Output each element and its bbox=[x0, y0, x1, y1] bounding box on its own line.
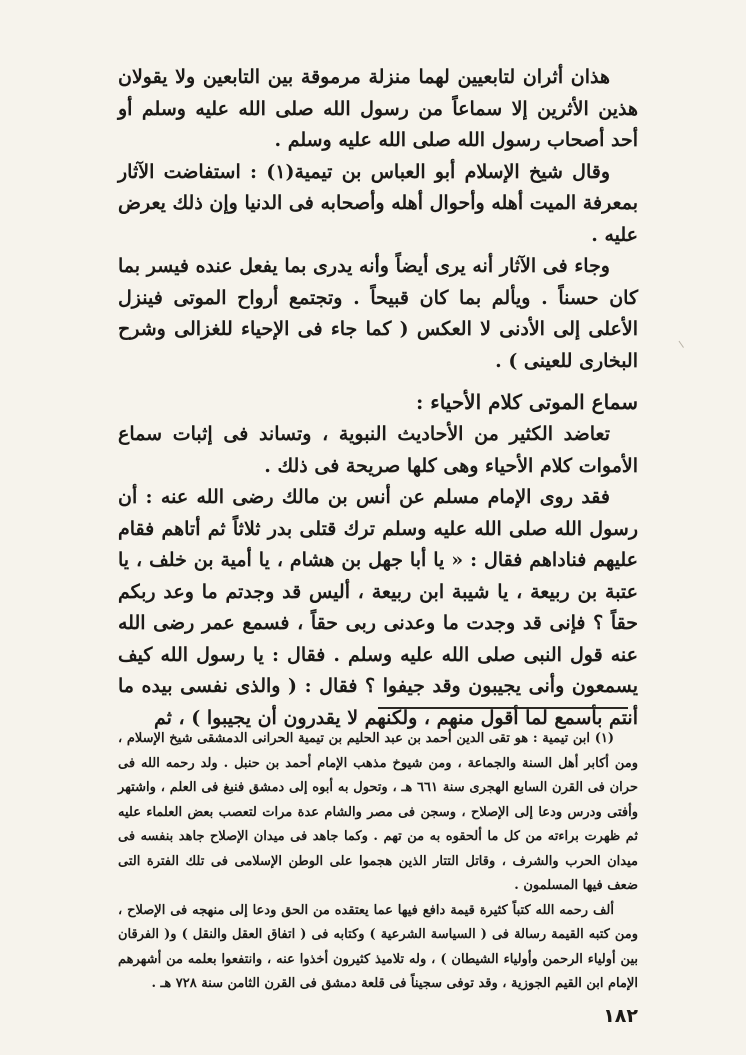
main-text bbox=[118, 62, 638, 734]
paragraph-5: فقد روى الإمام مسلم عن أنس بن مالك رضى الله عنه : أن رسول الله صلى الله عليه وسلم ترك قتلى بدر ثلاثاً ثم أتاهم فقام عليهم فناداهم فقال : « يا أبا جهل بن هشام ، يا أمية بن خلف ، يا عتبة بن ربيعة ، يا شيبة ابن ربيعة ، أليس قد وجدتم ما وعد ربكم حقاً ؟ فإنى قد وجدت ما وعدنى ربى حقاً ، فسمع عمر رضى الله عنه قول النبى صلى الله عليه وسلم . فقال : يا رسول الله كيف يسمعون وأنى يجيبون وقد جيفوا ؟ فقال : ( والذى نفسى بيده ما أنتم بأسمع لما أقول منهم ، ولكنهم لا يقدرون أن يجيبوا ) ، ثم bbox=[118, 486, 638, 729]
footnotes bbox=[118, 727, 638, 997]
paragraph-2: وقال شيخ الإسلام أبو العباس بن تيمية(١) : استفاضت الآثار بمعرفة الميت أهله وأحوال أهله وأصحابه فى الدنيا وإن ذلك يعرض عليه . bbox=[118, 160, 638, 246]
section-heading: سماع الموتى كلام الأحياء : bbox=[415, 390, 638, 414]
page-number: ١٨٢ bbox=[603, 1005, 638, 1027]
paragraph-4: تعاضد الكثير من الأحاديث النبوية ، وتساند فى إثبات سماع الأموات كلام الأحياء وهى كلها صريحة فى ذلك . bbox=[118, 423, 638, 477]
margin-mark bbox=[679, 336, 691, 348]
paragraph-1: هذان أثران لتابعيين لهما منزلة مرموقة بين التابعين ولا يقولان هذين الأثرين إلا سماعاً من رسول الله صلى الله عليه وسلم أو أحد أصحاب رسول الله صلى الله عليه وسلم . bbox=[118, 66, 638, 151]
footnote-divider bbox=[378, 707, 628, 709]
footnote-1-continued: ألف رحمه الله كتباً كثيرة قيمة دافع فيها عما يعتقده من الحق ودعا إلى منهجه فى الإصلاح ، ومن كتبه القيمة رسالة فى ( السياسة الشرعية ) وكتابه فى ( اتفاق العقل والنقل ) و( الفرقان بين أولياء الرحمن وأولياء الشيطان ) ، وله تلاميذ كثيرون أخذوا عنه ، وانتفعوا بعلمه من أشهرهم الإمام ابن القيم الجوزية ، وقد توفى سجيناً فى قلعة دمشق فى القرن الثامن سنة ٧٢٨ هـ . bbox=[118, 902, 638, 991]
footnote-1: (١) ابن تيمية : هو تقى الدين أحمد بن عبد الحليم بن تيمية الحرانى الدمشقى شيخ الإسلام ، ومن أكابر أهل السنة والجماعة ، ومن شيوخ مذهب الإمام أحمد بن حنبل . ولد رحمه الله فى حران فى القرن السابع الهجرى سنة ٦٦١ هـ ، وتحول به أبوه إلى دمشق فنبغ فى العلم ، واشتهر وأفتى ودرس ودعا إلى الإصلاح ، وسجن فى مصر والشام عدة مرات لتعصب بعض العلماء عليه ثم ظهرت براءته من كل ما ألحقوه به من تهم . وكما جاهد فى ميدان الإصلاح جاهد بنفسه فى ميدان الحرب والشرف ، وقاتل التتار الذين هجموا على الوطن الإسلامى فى تلك الفترة التى ضعف فيها المسلمون . bbox=[118, 731, 639, 893]
paragraph-3: وجاء فى الآثار أنه يرى أيضاً وأنه يدرى بما يفعل عنده فيسر بما كان حسناً . ويألم بما كان قبيحاً . وتجتمع أرواح الموتى فينزل الأعلى إلى الأدنى لا العكس ( كما جاء فى الإحياء للغزالى وشرح البخارى للعينى ) . bbox=[118, 255, 638, 372]
